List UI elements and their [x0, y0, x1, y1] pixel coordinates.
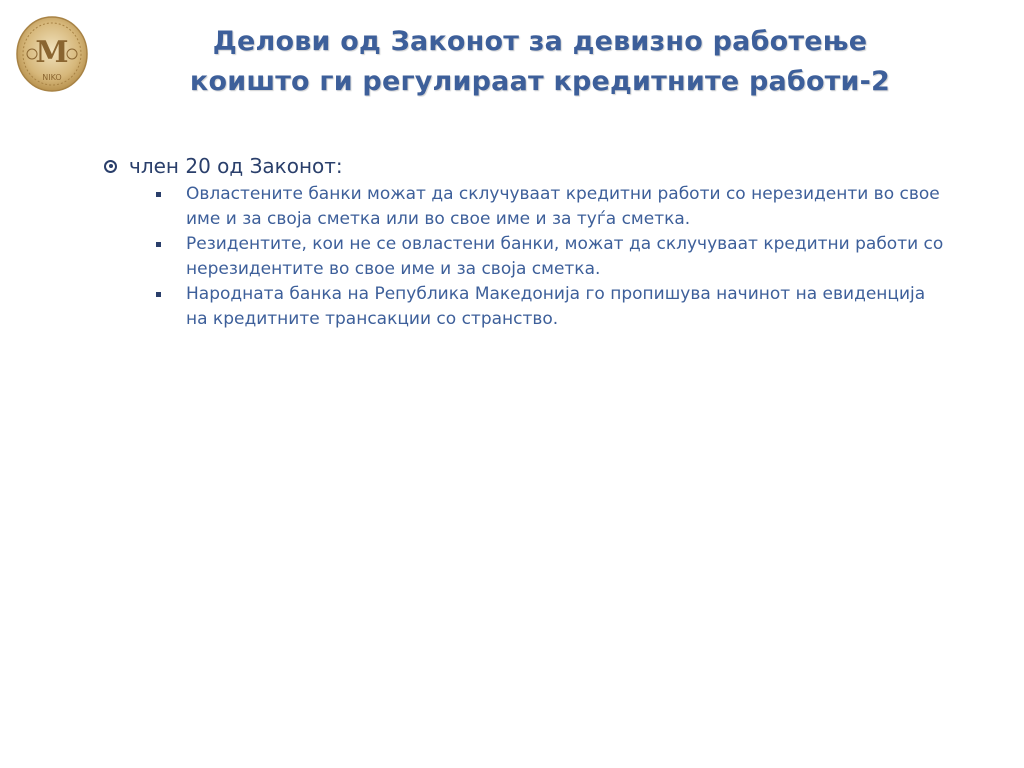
- list-item-text: Народната банка на Република Македонија го пропишува начинот на евиденција на кредитните трансакции со странство.: [186, 284, 926, 329]
- square-bullet-icon: [156, 242, 161, 247]
- title-line-1: Делови од Законот за девизно работење: [212, 26, 868, 57]
- logo-letter-m: M: [35, 35, 69, 70]
- logo-text-niko: NIKO: [42, 73, 62, 82]
- sub-bullet-list: [104, 182, 944, 332]
- coin-logo-svg: [14, 14, 90, 94]
- radio-bullet-icon: [104, 160, 117, 173]
- list-item-text: Резидентите, кои не се овластени банки, можат да склучуваат кредитни работи со нерезидентите во свое име и за своја сметка.: [186, 234, 944, 279]
- square-bullet-icon: [156, 192, 161, 197]
- content-heading: член 20 од Законот:: [129, 154, 343, 178]
- list-item: [156, 232, 944, 282]
- bullet-level-1: [104, 152, 944, 180]
- coin-logo-icon: [14, 14, 90, 94]
- slide-title: [150, 22, 930, 102]
- list-item: [156, 282, 944, 332]
- list-item: [156, 182, 944, 232]
- square-bullet-icon: [156, 292, 161, 297]
- slide-content: [104, 152, 944, 332]
- title-line-2: коишто ги регулираат кредитните работи-2: [189, 66, 891, 97]
- list-item-text: Овластените банки можат да склучуваат кредитни работи со нерезиденти во свое име и за своја сметка или во свое име и за туѓа сметка.: [186, 184, 940, 229]
